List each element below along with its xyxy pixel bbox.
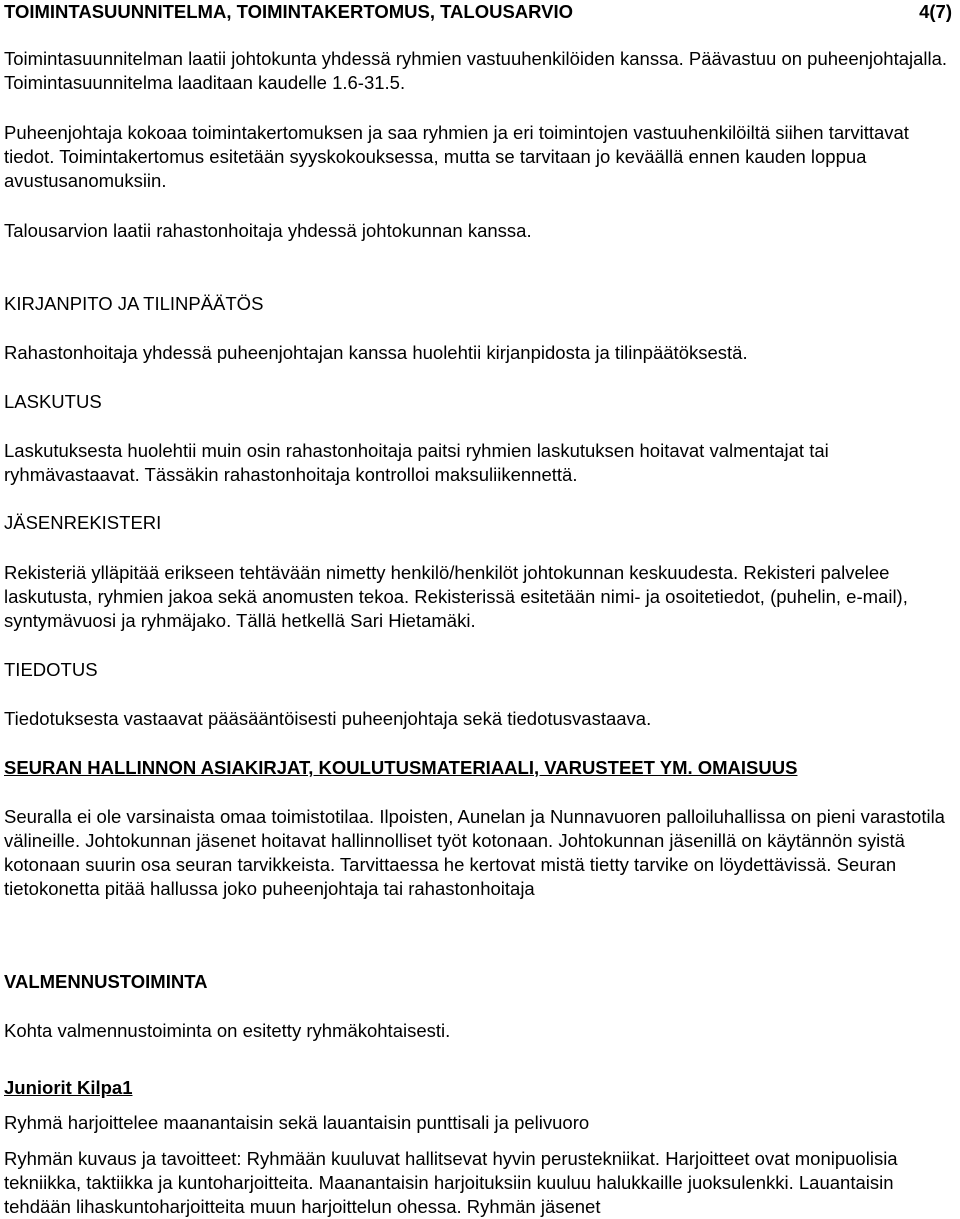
section-heading-seuran: SEURAN HALLINNON ASIAKIRJAT, KOULUTUSMATERIAALI, VARUSTEET YM. OMAISUUS [4,757,798,778]
section-heading-laskutus: LASKUTUS [4,391,102,412]
intro-text-3: Talousarvion laatii rahastonhoitaja yhdessä johtokunnan kanssa. [4,220,532,241]
section-heading-tiedotus: TIEDOTUS [4,659,98,680]
section-text-valmennus: Kohta valmennustoiminta on esitetty ryhmäkohtaisesti. [4,1020,451,1041]
section-text-juniorit-2: Ryhmän kuvaus ja tavoitteet: Ryhmään kuuluvat hallitsevat hyvin perustekniikat. Harjoitteet ovat monipuolisia tekniikka, taktiikka ja kuntoharjoitteita. Maanantaisin harjoituksiin kuuluu halukkaille juoksulenkki. Lauantaisin tehdään lihaskuntoharjoitteita muun harjoittelun ohessa. Ryhmän jäsenet [4,1148,898,1217]
section-text-laskutus: Laskutuksesta huolehtii muin osin rahastonhoitaja paitsi ryhmien laskutuksen hoitavat valmentajat tai ryhmävastaavat. Tässäkin rahastonhoitaja kontrolloi maksuliikennettä. [4,440,829,485]
document-title: TOIMINTASUUNNITELMA, TOIMINTAKERTOMUS, TALOUSARVIO [4,1,574,22]
section-heading-jasenrekisteri: JÄSENREKISTERI [4,512,162,533]
section-text-juniorit-1: Ryhmä harjoittelee maanantaisin sekä lauantaisin punttisali ja pelivuoro [4,1112,590,1133]
intro-text-2: Puheenjohtaja kokoaa toimintakertomuksen ja saa ryhmien ja eri toimintojen vastuuhenkilöiltä siihen tarvittavat tiedot. Toimintakertomus esitetään syyskokouksessa, mutta se tarvitaan jo keväällä ennen kauden loppua avustusanomuksiin. [4,122,909,191]
intro-paragraph-3 [4,219,954,243]
intro-paragraph-1 [4,47,954,95]
page-number: 4(7) [919,1,952,22]
section-text-tiedotus: Tiedotuksesta vastaavat pääsääntöisesti puheenjohtaja sekä tiedotusvastaava. [4,708,652,729]
page-header [4,0,952,24]
section-heading-juniorit: Juniorit Kilpa1 [4,1077,133,1098]
intro-text-1: Toimintasuunnitelman laatii johtokunta yhdessä ryhmien vastuuhenkilöiden kanssa. Päävastuu on puheenjohtajalla. Toimintasuunnitelma laaditaan kaudelle 1.6-31.5. [4,48,948,93]
intro-paragraph-2 [4,121,954,193]
section-text-kirjanpito: Rahastonhoitaja yhdessä puheenjohtajan kanssa huolehtii kirjanpidosta ja tilinpäätöksestä. [4,342,748,363]
section-heading-kirjanpito: KIRJANPITO JA TILINPÄÄTÖS [4,293,264,314]
section-heading-valmennus: VALMENNUSTOIMINTA [4,971,208,992]
section-text-jasenrekisteri: Rekisteriä ylläpitää erikseen tehtävään nimetty henkilö/henkilöt johtokunnan keskuudesta. Rekisteri palvelee laskutusta, ryhmien jakoa sekä anomusten tekoa. Rekisterissä esitetään nimi- ja osoitetiedot, (puhelin, e-mail), syntymävuosi ja ryhmäjako. Tällä hetkellä Sari Hietamäki. [4,562,908,631]
section-text-seuran: Seuralla ei ole varsinaista omaa toimistotilaa. Ilpoisten, Aunelan ja Nunnavuoren palloiluhallissa on pieni varastotila välineille. Johtokunnan jäsenet hoitavat hallinnolliset työt kotonaan. Johtokunnan jäsenillä on käytännön syistä kotonaan suurin osa seuran tarvikkeista. Tarvittaessa he kertovat mistä tietty tarvike on löydettävissä. Seuran tietokonetta pitää hallussa joko puheenjohtaja tai rahastonhoitaja [4,806,945,899]
